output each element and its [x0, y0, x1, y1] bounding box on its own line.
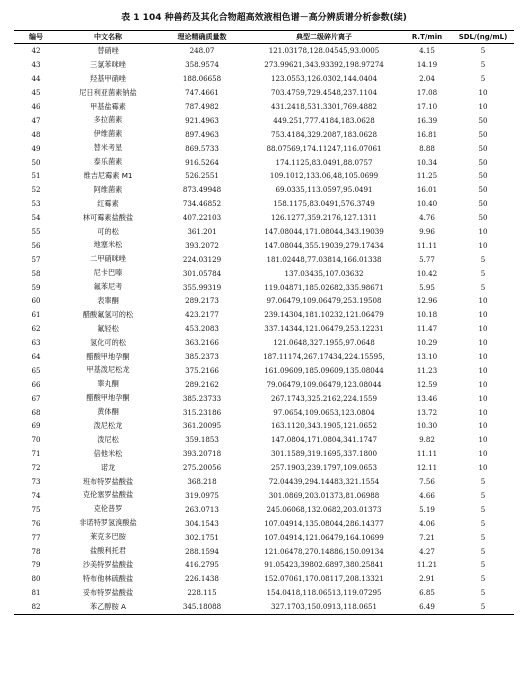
cell-chinese-name: 特布他林硫酸盐	[82, 573, 134, 583]
cell-id: 52	[31, 185, 41, 195]
cell-chinese-name: 倍他米松	[93, 448, 123, 458]
table-row	[14, 600, 514, 614]
header-exact-mass: 理论精确质量数	[158, 31, 246, 44]
cell-id: 64	[31, 352, 41, 362]
cell-sdl: 50	[478, 213, 488, 223]
table-row	[14, 211, 514, 225]
cell-id: 82	[14, 600, 58, 614]
table-row	[14, 58, 514, 72]
cell-fragment-ions: 161.09609,185.09609,135.08044	[264, 365, 384, 375]
cell-sdl: 10	[478, 324, 488, 334]
cell-chinese-name: 可的松	[97, 226, 119, 236]
cell-sdl: 5	[480, 532, 486, 542]
cell-sdl: 5	[480, 60, 486, 70]
cell-exact-mass: 248.07	[189, 46, 215, 56]
cell-chinese-name: 氟苯尼考	[93, 282, 123, 292]
cell-id: 60	[31, 296, 41, 306]
cell-exact-mass: 359.1853	[185, 435, 219, 445]
header-fragment-ions: 典型二级碎片离子	[246, 31, 402, 44]
cell-sdl: 50	[478, 129, 488, 139]
cell-id: 42	[31, 46, 41, 56]
cell-chinese-name: 黄体酮	[97, 407, 119, 417]
table-body	[14, 44, 514, 615]
cell-fragment-ions: 301.1589,319.1695,337.1800	[270, 449, 378, 459]
cell-retention-time: 2.04	[419, 74, 435, 84]
cell-sdl: 10	[478, 338, 488, 348]
cell-chinese-name: 地塞米松	[93, 240, 123, 250]
cell-sdl: 50	[478, 143, 488, 153]
cell-retention-time: 10.34	[416, 157, 438, 167]
cell-fragment-ions: 126.1277,359.2176,127.1311	[270, 213, 378, 223]
cell-retention-time: 16.81	[416, 129, 438, 139]
cell-retention-time: 12.59	[416, 379, 438, 389]
cell-chinese-name: 替米考星	[93, 143, 123, 153]
table-row	[14, 586, 514, 600]
cell-exact-mass: 869.5733	[185, 143, 219, 153]
cell-sdl: 5	[480, 560, 486, 570]
table-caption: 表 1 104 种兽药及其化合物超高效液相色谱－高分辨质谱分析参数(续)	[121, 13, 407, 23]
cell-sdl: 5	[480, 574, 486, 584]
cell-fragment-ions: 123.0553,126.0302,144.0404	[270, 74, 378, 84]
table-row	[14, 169, 514, 183]
cell-fragment-ions: 753.4184,329.2087,183.0628	[270, 129, 378, 139]
header-retention-time: R.T/min	[402, 31, 452, 44]
cell-exact-mass: 288.1594	[185, 546, 219, 556]
cell-retention-time: 7.56	[419, 477, 435, 487]
cell-retention-time: 10.18	[416, 310, 438, 320]
table-row	[14, 447, 514, 461]
cell-id: 48	[31, 129, 41, 139]
cell-fragment-ions: 97.0654,109.0653,123.0804	[273, 407, 375, 417]
cell-fragment-ions: 121.03178,128.04545,93.0005	[268, 46, 380, 56]
cell-id: 68	[31, 407, 41, 417]
table-row	[14, 294, 514, 308]
cell-sdl: 10	[478, 379, 488, 389]
table-row	[14, 336, 514, 350]
cell-sdl: 10	[478, 365, 488, 375]
cell-id: 53	[31, 199, 41, 209]
cell-sdl: 5	[480, 477, 486, 487]
cell-fragment-ions: 69.0335,113.0597,95.0491	[275, 185, 373, 195]
cell-sdl: 5	[480, 490, 486, 500]
table-row	[14, 377, 514, 391]
cell-exact-mass: 734.46852	[182, 199, 222, 209]
cell-sdl: 5	[480, 74, 486, 84]
table-row	[14, 322, 514, 336]
cell-retention-time: 11.11	[416, 449, 438, 459]
cell-chinese-name: 醋酸甲地孕酮	[86, 351, 130, 361]
cell-chinese-name: 克伦塞罗盐酸盐	[82, 490, 134, 500]
cell-retention-time: 14.19	[416, 60, 438, 70]
cell-id: 73	[31, 477, 41, 487]
cell-sdl: 5	[480, 504, 486, 514]
cell-fragment-ions: 152.07061,170.08117,208.13321	[264, 574, 384, 584]
cell-id: 65	[31, 365, 41, 375]
cell-id: 44	[31, 74, 41, 84]
cell-exact-mass: 921.4963	[185, 115, 219, 125]
table-row	[14, 127, 514, 141]
cell-retention-time: 4.76	[419, 213, 435, 223]
cell-chinese-name: 甲基泼尼松龙	[86, 365, 130, 375]
cell-id: 59	[31, 282, 41, 292]
cell-fragment-ions: 267.1743,325.2162,224.1559	[270, 393, 378, 403]
cell-id: 71	[31, 449, 41, 459]
cell-sdl: 10	[478, 463, 488, 473]
cell-exact-mass: 301.05784	[182, 268, 222, 278]
table-row	[14, 280, 514, 294]
cell-exact-mass: 873.49948	[182, 185, 222, 195]
table-header-row	[14, 31, 514, 44]
cell-id: 72	[31, 463, 41, 473]
cell-id: 56	[31, 240, 41, 250]
cell-retention-time: 16.01	[416, 185, 438, 195]
cell-retention-time: 4.27	[419, 546, 435, 556]
table-row	[14, 155, 514, 169]
cell-id: 81	[31, 588, 41, 598]
cell-fragment-ions: 91.05423,39802.6897,380.25841	[264, 560, 384, 570]
table-row	[14, 405, 514, 419]
cell-id: 57	[31, 254, 41, 264]
cell-sdl: 50	[478, 199, 488, 209]
cell-fragment-ions: 187.11174,267.17434,224.15595,	[263, 352, 385, 362]
cell-retention-time: 10.30	[416, 421, 438, 431]
cell-id: 74	[31, 490, 41, 500]
cell-chinese-name: 多拉菌素	[93, 115, 123, 125]
header-chinese-name: 中文名称	[58, 31, 158, 44]
cell-sdl: 10	[478, 310, 488, 320]
cell-retention-time: 13.10	[416, 352, 438, 362]
cell-fragment-ions: 158.1175,83.0491,576.3749	[273, 199, 375, 209]
cell-retention-time: 4.66	[419, 490, 435, 500]
cell-chinese-name: 伊维菌素	[93, 129, 123, 139]
table-row	[14, 238, 514, 252]
cell-id: 70	[31, 435, 41, 445]
table-row	[14, 86, 514, 100]
cell-sdl: 5	[480, 268, 486, 278]
cell-exact-mass: 385.2373	[185, 352, 219, 362]
cell-exact-mass: 787.4982	[185, 102, 219, 111]
table-row	[14, 419, 514, 433]
cell-retention-time: 9.96	[419, 227, 435, 237]
cell-chinese-name: 克伦普罗	[93, 504, 123, 514]
table-row	[14, 516, 514, 530]
cell-id: 62	[31, 324, 41, 334]
cell-exact-mass: 407.22103	[182, 213, 222, 223]
cell-sdl: 5	[480, 546, 486, 556]
cell-retention-time: 12.11	[416, 463, 438, 473]
cell-sdl: 5	[480, 254, 486, 264]
cell-chinese-name: 醋酸氟氢可的松	[82, 309, 134, 319]
cell-id: 54	[31, 213, 41, 223]
cell-sdl: 10	[478, 88, 488, 98]
table-row	[14, 489, 514, 503]
cell-exact-mass: 355.99319	[182, 282, 222, 292]
cell-fragment-ions: 72.04439,294.14483,321.1554	[268, 477, 380, 487]
table-row	[14, 225, 514, 239]
cell-chinese-name: 甲基盐霉素	[90, 101, 126, 111]
cell-retention-time: 2.91	[419, 574, 435, 584]
table-row	[14, 183, 514, 197]
cell-chinese-name: 氟轻松	[97, 323, 119, 333]
cell-id: 58	[31, 268, 41, 278]
header-sdl: SDL/(ng/mL)	[452, 31, 514, 44]
cell-fragment-ions: 109.1012,133.06,48,105.0699	[269, 171, 379, 181]
cell-sdl: 10	[478, 393, 488, 403]
cell-chinese-name: 莱克多巴胺	[90, 532, 126, 542]
cell-fragment-ions: 88.07569,174.11247,116.07061	[266, 143, 382, 153]
cell-chinese-name: 苯乙醇胺 A	[58, 600, 158, 614]
cell-retention-time: 11.23	[416, 365, 438, 375]
cell-retention-time: 17.08	[416, 88, 438, 98]
cell-chinese-name: 红霉素	[97, 198, 119, 208]
cell-retention-time: 11.21	[416, 560, 438, 570]
cell-id: 47	[31, 115, 41, 125]
cell-sdl: 5	[480, 588, 486, 598]
cell-fragment-ions: 327.1703,150.0913,118.0651	[246, 600, 402, 614]
table-row	[14, 197, 514, 211]
cell-exact-mass: 916.5264	[185, 157, 219, 167]
cell-chinese-name: 阿维菌素	[93, 184, 123, 194]
cell-id: 75	[31, 504, 41, 514]
table-row	[14, 100, 514, 114]
cell-exact-mass: 897.4963	[185, 129, 219, 139]
cell-exact-mass: 363.2166	[185, 338, 219, 348]
cell-id: 77	[31, 532, 41, 542]
cell-fragment-ions: 337.14344,121.06479,253.12231	[264, 324, 384, 334]
cell-chinese-name: 泼尼松龙	[93, 420, 123, 430]
cell-id: 55	[31, 227, 41, 237]
cell-retention-time: 16.39	[416, 115, 438, 125]
cell-retention-time: 5.77	[419, 254, 435, 264]
cell-fragment-ions: 107.04914,121.06479,164.10699	[264, 532, 384, 542]
cell-id: 43	[31, 60, 41, 70]
cell-fragment-ions: 174.1125,83.0491,88.0757	[275, 157, 373, 167]
cell-sdl: 10	[478, 352, 488, 362]
table-row	[14, 141, 514, 155]
cell-fragment-ions: 147.08044,355.19039,279.17434	[264, 240, 384, 250]
cell-sdl: 10	[478, 421, 488, 431]
cell-exact-mass: 188.06658	[182, 74, 222, 84]
cell-fragment-ions: 137.03435,107.03632	[284, 268, 364, 278]
cell-fragment-ions: 154.0418,118.06513,119.07295	[266, 588, 382, 598]
cell-exact-mass: 358.9574	[185, 60, 219, 70]
cell-chinese-name: 替硝唑	[97, 45, 119, 55]
cell-exact-mass: 228.115	[187, 588, 217, 598]
cell-retention-time: 5.19	[419, 504, 435, 514]
cell-id: 49	[31, 143, 41, 153]
cell-fragment-ions: 257.1903,239.1797,109.0653	[270, 463, 378, 473]
cell-sdl: 10	[478, 240, 488, 250]
cell-chinese-name: 氢化可的松	[90, 337, 126, 347]
cell-retention-time: 12.96	[416, 296, 438, 306]
header-id: 编号	[14, 31, 58, 44]
cell-retention-time: 8.88	[419, 143, 435, 153]
cell-exact-mass: 226.1438	[185, 574, 219, 584]
cell-retention-time: 9.82	[419, 435, 435, 445]
cell-chinese-name: 二甲硝咪唑	[90, 254, 126, 264]
cell-exact-mass: 224.03129	[182, 254, 222, 264]
cell-retention-time: 13.46	[416, 393, 438, 403]
cell-id: 51	[31, 171, 41, 181]
table-row	[14, 502, 514, 516]
cell-id: 46	[31, 102, 41, 111]
table-row	[14, 558, 514, 572]
cell-sdl: 50	[478, 185, 488, 195]
cell-exact-mass: 319.0975	[185, 490, 219, 500]
cell-exact-mass: 263.0713	[185, 504, 219, 514]
cell-fragment-ions: 163.1120,343.1905,121.0652	[270, 421, 378, 431]
cell-sdl: 5	[480, 518, 486, 528]
cell-exact-mass: 345.18088	[158, 600, 246, 614]
cell-exact-mass: 393.20718	[182, 449, 222, 459]
table-row	[14, 391, 514, 405]
cell-retention-time: 11.25	[416, 171, 438, 181]
cell-fragment-ions: 147.08044,171.08044,343.19039	[264, 227, 384, 237]
cell-fragment-ions: 245.06068,132.0682,203.01373	[266, 504, 382, 514]
cell-fragment-ions: 301.0869,203.01373,81.06988	[268, 490, 380, 500]
cell-fragment-ions: 273.99621,343.93392,198.97274	[264, 60, 384, 70]
cell-chinese-name: 尼日利亚菌素钠盐	[79, 87, 137, 97]
cell-id: 69	[31, 421, 41, 431]
cell-retention-time: 6.85	[419, 588, 435, 598]
cell-chinese-name: 三氯苯咪唑	[90, 59, 126, 69]
cell-id: 66	[31, 379, 41, 389]
cell-sdl: 10	[478, 449, 488, 459]
cell-exact-mass: 302.1751	[185, 532, 219, 542]
cell-exact-mass: 289.2173	[185, 296, 219, 306]
cell-exact-mass: 526.2551	[185, 171, 219, 181]
table-row	[14, 544, 514, 558]
cell-exact-mass: 315.23186	[182, 407, 222, 417]
cell-sdl: 10	[478, 407, 488, 417]
cell-fragment-ions: 181.02448,77.03814,166.01338	[266, 254, 382, 264]
cell-sdl: 5	[480, 46, 486, 56]
cell-exact-mass: 275.20056	[182, 463, 222, 473]
cell-id: 79	[31, 560, 41, 570]
cell-chinese-name: 非诺特罗氢溴酸盐	[79, 518, 137, 528]
cell-sdl: 5	[480, 282, 486, 292]
cell-id: 80	[31, 574, 41, 584]
cell-chinese-name: 表睾酮	[97, 295, 119, 305]
cell-retention-time: 10.40	[416, 199, 438, 209]
cell-exact-mass: 368.218	[187, 477, 217, 487]
table-row	[14, 433, 514, 447]
cell-exact-mass: 747.4661	[185, 88, 219, 98]
cell-exact-mass: 416.2795	[185, 560, 219, 570]
cell-retention-time: 10.29	[416, 338, 438, 348]
cell-retention-time: 10.42	[416, 268, 438, 278]
cell-exact-mass: 304.1543	[185, 518, 219, 528]
table-row	[14, 113, 514, 127]
cell-retention-time: 6.49	[402, 600, 452, 614]
cell-id: 45	[31, 88, 41, 98]
cell-id: 67	[31, 393, 41, 403]
table-row	[14, 475, 514, 489]
cell-retention-time: 13.72	[416, 407, 438, 417]
cell-fragment-ions: 449.251,777.4184,183.0628	[273, 115, 375, 125]
cell-sdl: 10	[478, 296, 488, 306]
cell-chinese-name: 醋酸甲地孕酮	[86, 393, 130, 403]
cell-exact-mass: 375.2166	[185, 365, 219, 375]
cell-fragment-ions: 431.2418,531.3301,769.4882	[270, 102, 378, 111]
table-row	[14, 252, 514, 266]
parameter-table	[14, 30, 514, 615]
cell-fragment-ions: 703.4759,729.4548,237.1104	[270, 88, 378, 98]
cell-chinese-name: 睾丸酮	[97, 379, 119, 389]
cell-chinese-name: 沙美特罗盐酸盐	[82, 559, 134, 569]
cell-exact-mass: 393.2072	[185, 240, 219, 250]
table-row	[14, 363, 514, 377]
cell-retention-time: 7.21	[419, 532, 435, 542]
table-row	[14, 308, 514, 322]
cell-sdl: 10	[478, 227, 488, 237]
cell-chinese-name: 诺龙	[100, 462, 116, 472]
table-row	[14, 572, 514, 586]
cell-retention-time: 4.15	[419, 46, 435, 56]
cell-fragment-ions: 97.06479,109.06479,253.19508	[266, 296, 382, 306]
cell-chinese-name: 妥布特罗盐酸盐	[82, 587, 134, 597]
cell-fragment-ions: 121.06478,270.14886,150.09134	[264, 546, 384, 556]
table-row	[14, 530, 514, 544]
cell-sdl: 50	[478, 171, 488, 181]
cell-fragment-ions: 121.0648,327.1955,97.0648	[273, 338, 375, 348]
cell-fragment-ions: 107.04914,135.08044,286.14377	[264, 518, 384, 528]
table-row	[14, 461, 514, 475]
cell-id: 78	[31, 546, 41, 556]
cell-exact-mass: 361.201	[187, 227, 217, 237]
cell-chinese-name: 泼尼松	[97, 434, 119, 444]
cell-chinese-name: 羟基甲硝唑	[90, 73, 126, 83]
table-row	[14, 266, 514, 280]
cell-retention-time: 5.95	[419, 282, 435, 292]
cell-retention-time: 17.10	[416, 102, 438, 111]
cell-fragment-ions: 119.04871,185.02682,335.98671	[264, 282, 384, 292]
table-row	[14, 44, 514, 58]
cell-id: 50	[31, 157, 41, 167]
cell-sdl: 10	[478, 102, 488, 111]
table-row	[14, 72, 514, 86]
cell-chinese-name: 泰乐菌素	[93, 157, 123, 167]
cell-exact-mass: 423.2177	[185, 310, 219, 320]
cell-chinese-name: 林可霉素盐酸盐	[82, 212, 134, 222]
cell-retention-time: 11.11	[416, 240, 438, 250]
cell-sdl: 5	[452, 600, 514, 614]
cell-exact-mass: 361.20095	[182, 421, 222, 431]
cell-exact-mass: 453.2083	[185, 324, 219, 334]
table-row	[14, 350, 514, 364]
cell-fragment-ions: 147.0804,171.0804,341.1747	[270, 435, 378, 445]
cell-id: 76	[31, 518, 41, 528]
cell-sdl: 50	[478, 157, 488, 167]
cell-sdl: 10	[478, 435, 488, 445]
cell-fragment-ions: 239.14304,181.10232,121.06479	[264, 310, 384, 320]
cell-chinese-name: 维吉尼霉素 M1	[83, 170, 133, 180]
cell-chinese-name: 盐酸利托君	[90, 546, 126, 555]
cell-id: 63	[31, 338, 41, 348]
cell-retention-time: 11.47	[416, 324, 438, 334]
cell-exact-mass: 385.23733	[182, 393, 222, 403]
cell-id: 61	[31, 310, 41, 320]
cell-sdl: 50	[478, 115, 488, 125]
cell-fragment-ions: 79.06479,109.06479,123.08044	[266, 379, 382, 389]
cell-exact-mass: 289.2162	[185, 379, 219, 389]
cell-chinese-name: 尼卡巴嗪	[93, 268, 123, 278]
cell-retention-time: 4.06	[419, 518, 435, 528]
cell-chinese-name: 班布特罗盐酸盐	[82, 476, 134, 486]
